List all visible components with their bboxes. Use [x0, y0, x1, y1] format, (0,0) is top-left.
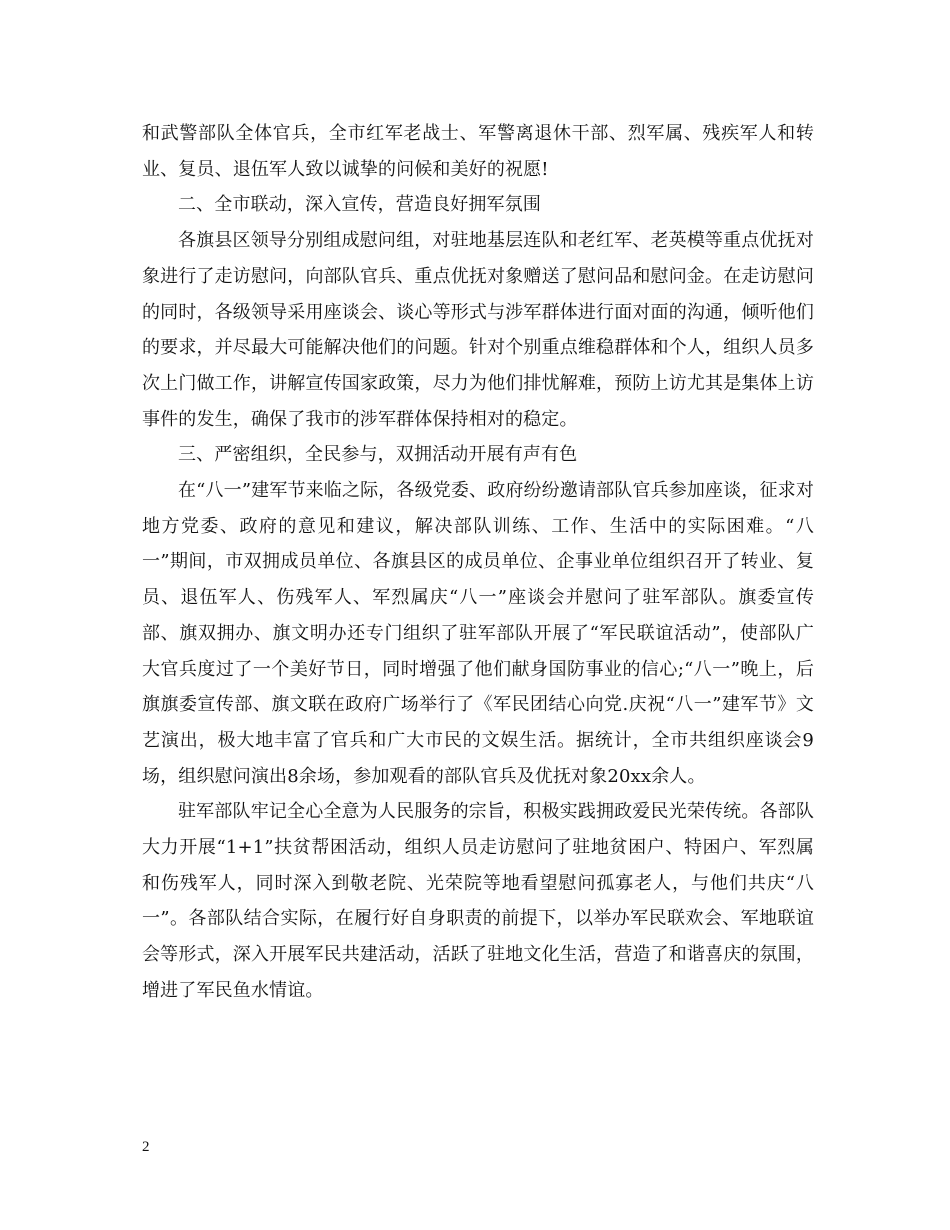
document-body — [142, 116, 814, 1009]
section-heading-3: 三、严密组织，全民参与，双拥活动开展有声有色 — [178, 444, 578, 466]
paragraph-visits: 各旗县区领导分别组成慰问组，对驻地基层连队和老红军、老英模等重点优抚对象进行了走访慰问，向部队官兵、重点优抚对象赠送了慰问品和慰问金。在走访慰问的同时，各级领导采用座谈会、谈心等形式与涉军群体进行面对面的沟通，倾听他们的要求，并尽最大可能解决他们的问题。针对个别重点维稳群体和个人，组织人员多次上门做工作，讲解宣传国家政策，尽力为他们排忧解难，预防上访尤其是集体上访事件的发生，确保了我市的涉军群体保持相对的稳定。 — [142, 230, 814, 430]
paragraph-continuation: 和武警部队全体官兵，全市红军老战士、军警离退休干部、烈军属、残疾军人和转业、复员、退伍军人致以诚挚的问候和美好的祝愿! — [142, 123, 814, 180]
paragraph-garrison-troops: 驻军部队牢记全心全意为人民服务的宗旨，积极实践拥政爱民光荣传统。各部队大力开展“1+1”扶贫帮困活动，组织人员走访慰问了驻地贫困户、特困户、军烈属和伤残军人，同时深入到敬老院、光荣院等地看望慰问孤寡老人，与他们共庆“八一”。各部队结合实际，在履行好自身职责的前提下，以举办军民联欢会、军地联谊会等形式，深入开展军民共建活动，活跃了驻地文化生活，营造了和谐喜庆的氛围，增进了军民鱼水情谊。 — [142, 801, 814, 1001]
page-number: 2 — [142, 1139, 150, 1155]
paragraph-bayi-activities: 在“八一”建军节来临之际，各级党委、政府纷纷邀请部队官兵参加座谈，征求对地方党委、政府的意见和建议，解决部队训练、工作、生活中的实际困难。“八一”期间，市双拥成员单位、各旗县区的成员单位、企事业单位组织召开了转业、复员、退伍军人、伤残军人、军烈属庆“八一”座谈会并慰问了驻军部队。旗委宣传部、旗双拥办、旗文明办还专门组织了驻军部队开展了“军民联谊活动”，使部队广大官兵度过了一个美好节日，同时增强了他们献身国防事业的信心;“八一”晚上，后旗旗委宣传部、旗文联在政府广场举行了《军民团结心向党.庆祝“八一”建军节》文艺演出，极大地丰富了官兵和广大市民的文娱生活。据统计，全市共组织座谈会9场，组织慰问演出8余场，参加观看的部队官兵及优抚对象20xx余人。 — [142, 480, 814, 787]
section-heading-2: 二、全市联动，深入宣传，营造良好拥军氛围 — [178, 194, 541, 216]
